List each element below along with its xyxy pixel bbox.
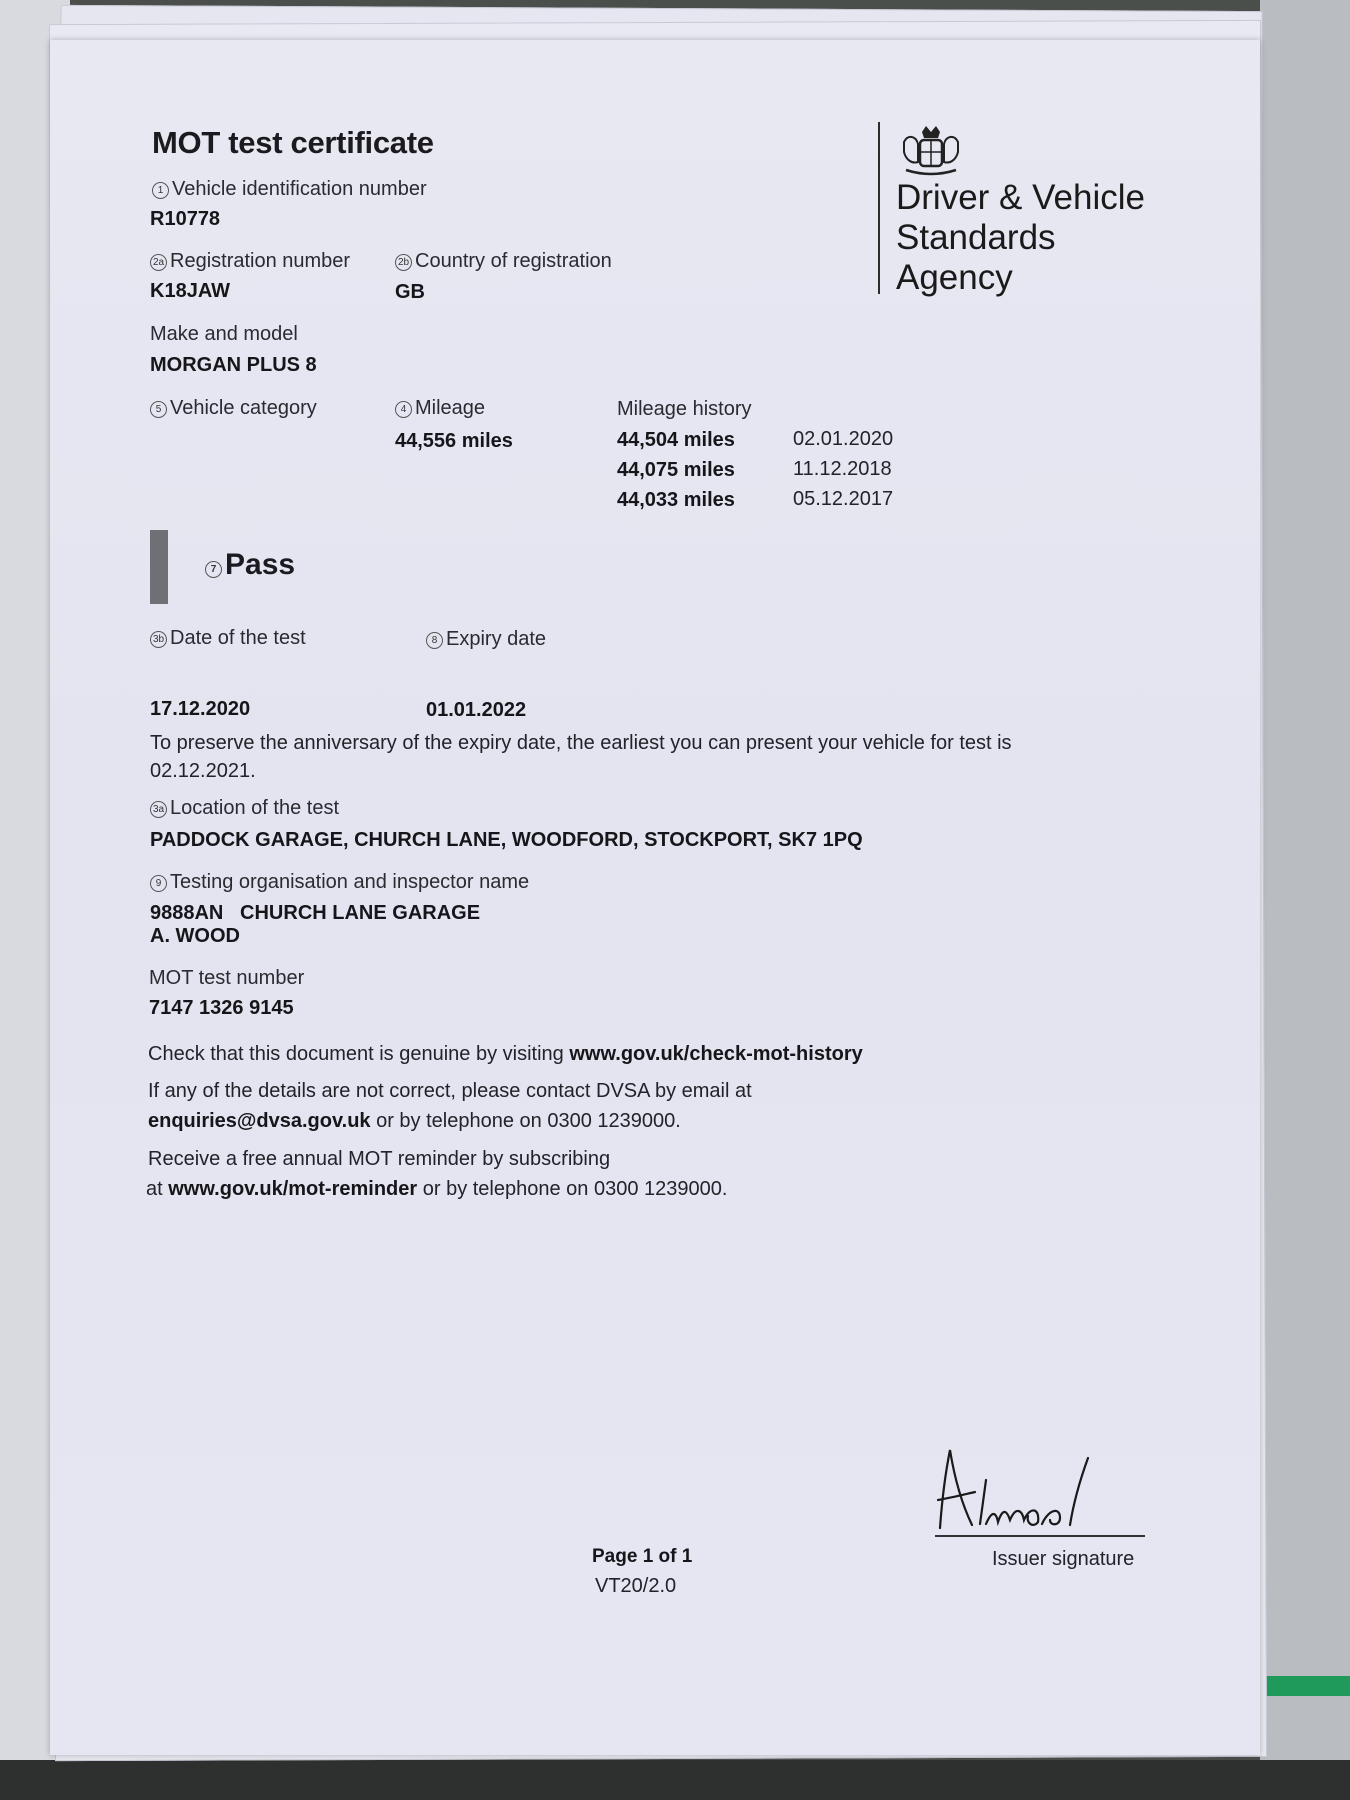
reminder-note: Receive a free annual MOT reminder by subscribing bbox=[148, 1148, 611, 1170]
test-date-label bbox=[150, 627, 306, 650]
mileage-history-miles: 44,033 miles bbox=[617, 489, 735, 511]
field-number: 8 bbox=[426, 632, 443, 649]
background-right bbox=[1260, 0, 1350, 1800]
field-number: 3a bbox=[150, 801, 167, 818]
agency-name bbox=[896, 178, 1145, 298]
genuine-check-text: Check that this document is genuine by visiting bbox=[148, 1043, 570, 1065]
vin-label bbox=[152, 178, 427, 201]
result-pass bbox=[205, 548, 295, 582]
contact-telephone: or by telephone on 0300 1239000. bbox=[370, 1110, 681, 1132]
background-bottom bbox=[0, 1760, 1350, 1800]
reminder-details bbox=[146, 1178, 727, 1201]
inspector-name: A. WOOD bbox=[150, 925, 240, 947]
organisation-label-text: Testing organisation and inspector name bbox=[170, 871, 530, 893]
mileage-value: 44,556 miles bbox=[395, 430, 513, 452]
reminder-telephone: or by telephone on 0300 1239000. bbox=[417, 1178, 728, 1200]
issuer-signature-label: Issuer signature bbox=[992, 1548, 1135, 1570]
form-code: VT20/2.0 bbox=[595, 1575, 677, 1597]
organisation-value: 9888AN CHURCH LANE GARAGE bbox=[150, 902, 481, 924]
vin-value: R10778 bbox=[150, 208, 221, 230]
vehicle-category-label bbox=[150, 397, 317, 420]
make-model-label: Make and model bbox=[150, 323, 298, 345]
mileage-history-label: Mileage history bbox=[617, 398, 752, 420]
genuine-check-note bbox=[148, 1043, 863, 1066]
test-date-value: 17.12.2020 bbox=[150, 698, 251, 720]
mileage-label-text: Mileage bbox=[415, 397, 486, 419]
background-green-folder bbox=[1260, 1676, 1350, 1696]
country-value: GB bbox=[395, 281, 425, 303]
mot-reminder-link[interactable]: www.gov.uk/mot-reminder bbox=[168, 1178, 418, 1200]
signature-line bbox=[935, 1535, 1145, 1537]
mileage-history-date: 05.12.2017 bbox=[793, 488, 894, 510]
test-date-label-text: Date of the test bbox=[170, 627, 306, 649]
anniversary-note: To preserve the anniversary of the expiry date, the earliest you can present your vehicle for test is bbox=[150, 732, 1012, 754]
field-number: 3b bbox=[150, 631, 167, 648]
reminder-prefix: at bbox=[146, 1178, 169, 1200]
vin-label-text: Vehicle identification number bbox=[172, 178, 427, 200]
result-bar bbox=[150, 530, 168, 604]
expiry-date-value: 01.01.2022 bbox=[426, 699, 527, 721]
agency-divider bbox=[878, 122, 880, 294]
field-number: 4 bbox=[395, 401, 412, 418]
royal-crest-icon bbox=[898, 122, 964, 176]
mileage-history-date: 02.01.2020 bbox=[793, 428, 894, 450]
registration-value: K18JAW bbox=[150, 280, 231, 302]
make-model-value: MORGAN PLUS 8 bbox=[150, 354, 317, 376]
agency-name-line: Agency bbox=[896, 258, 1013, 297]
registration-label-text: Registration number bbox=[170, 250, 351, 272]
result-value: Pass bbox=[225, 548, 296, 581]
agency-name-line: Standards bbox=[896, 218, 1056, 257]
test-number-label: MOT test number bbox=[149, 967, 305, 989]
mot-certificate-page bbox=[50, 40, 1260, 1755]
vehicle-category-label-text: Vehicle category bbox=[170, 397, 317, 419]
agency-name-line: Driver & Vehicle bbox=[896, 178, 1145, 217]
dvsa-email-link[interactable]: enquiries@dvsa.gov.uk bbox=[148, 1110, 371, 1132]
test-number-value: 7147 1326 9145 bbox=[149, 997, 294, 1019]
country-label-text: Country of registration bbox=[415, 250, 612, 272]
mileage-history-miles: 44,504 miles bbox=[617, 429, 735, 451]
expiry-date-label-text: Expiry date bbox=[446, 628, 547, 650]
field-number: 1 bbox=[152, 182, 169, 199]
issuer-signature bbox=[920, 1440, 1120, 1540]
mileage-label bbox=[395, 397, 485, 420]
page-number: Page 1 of 1 bbox=[592, 1546, 693, 1567]
country-label bbox=[395, 250, 612, 273]
mileage-history-miles: 44,075 miles bbox=[617, 459, 735, 481]
location-value: PADDOCK GARAGE, CHURCH LANE, WOODFORD, STOCKPORT, SK7 1PQ bbox=[150, 829, 863, 851]
field-number: 2b bbox=[395, 254, 412, 271]
field-number: 2a bbox=[150, 254, 167, 271]
field-number: 5 bbox=[150, 401, 167, 418]
anniversary-date: 02.12.2021. bbox=[150, 760, 256, 782]
mileage-history-date: 11.12.2018 bbox=[793, 458, 892, 480]
organisation-label bbox=[150, 871, 529, 894]
certificate-title: MOT test certificate bbox=[152, 125, 434, 160]
field-number: 9 bbox=[150, 875, 167, 892]
registration-label bbox=[150, 250, 350, 273]
check-mot-history-link[interactable]: www.gov.uk/check-mot-history bbox=[569, 1043, 863, 1065]
expiry-date-label bbox=[426, 628, 546, 651]
field-number: 7 bbox=[205, 561, 222, 578]
contact-details bbox=[148, 1110, 681, 1133]
location-label bbox=[150, 797, 339, 820]
contact-note: If any of the details are not correct, please contact DVSA by email at bbox=[148, 1080, 752, 1102]
location-label-text: Location of the test bbox=[170, 797, 340, 819]
